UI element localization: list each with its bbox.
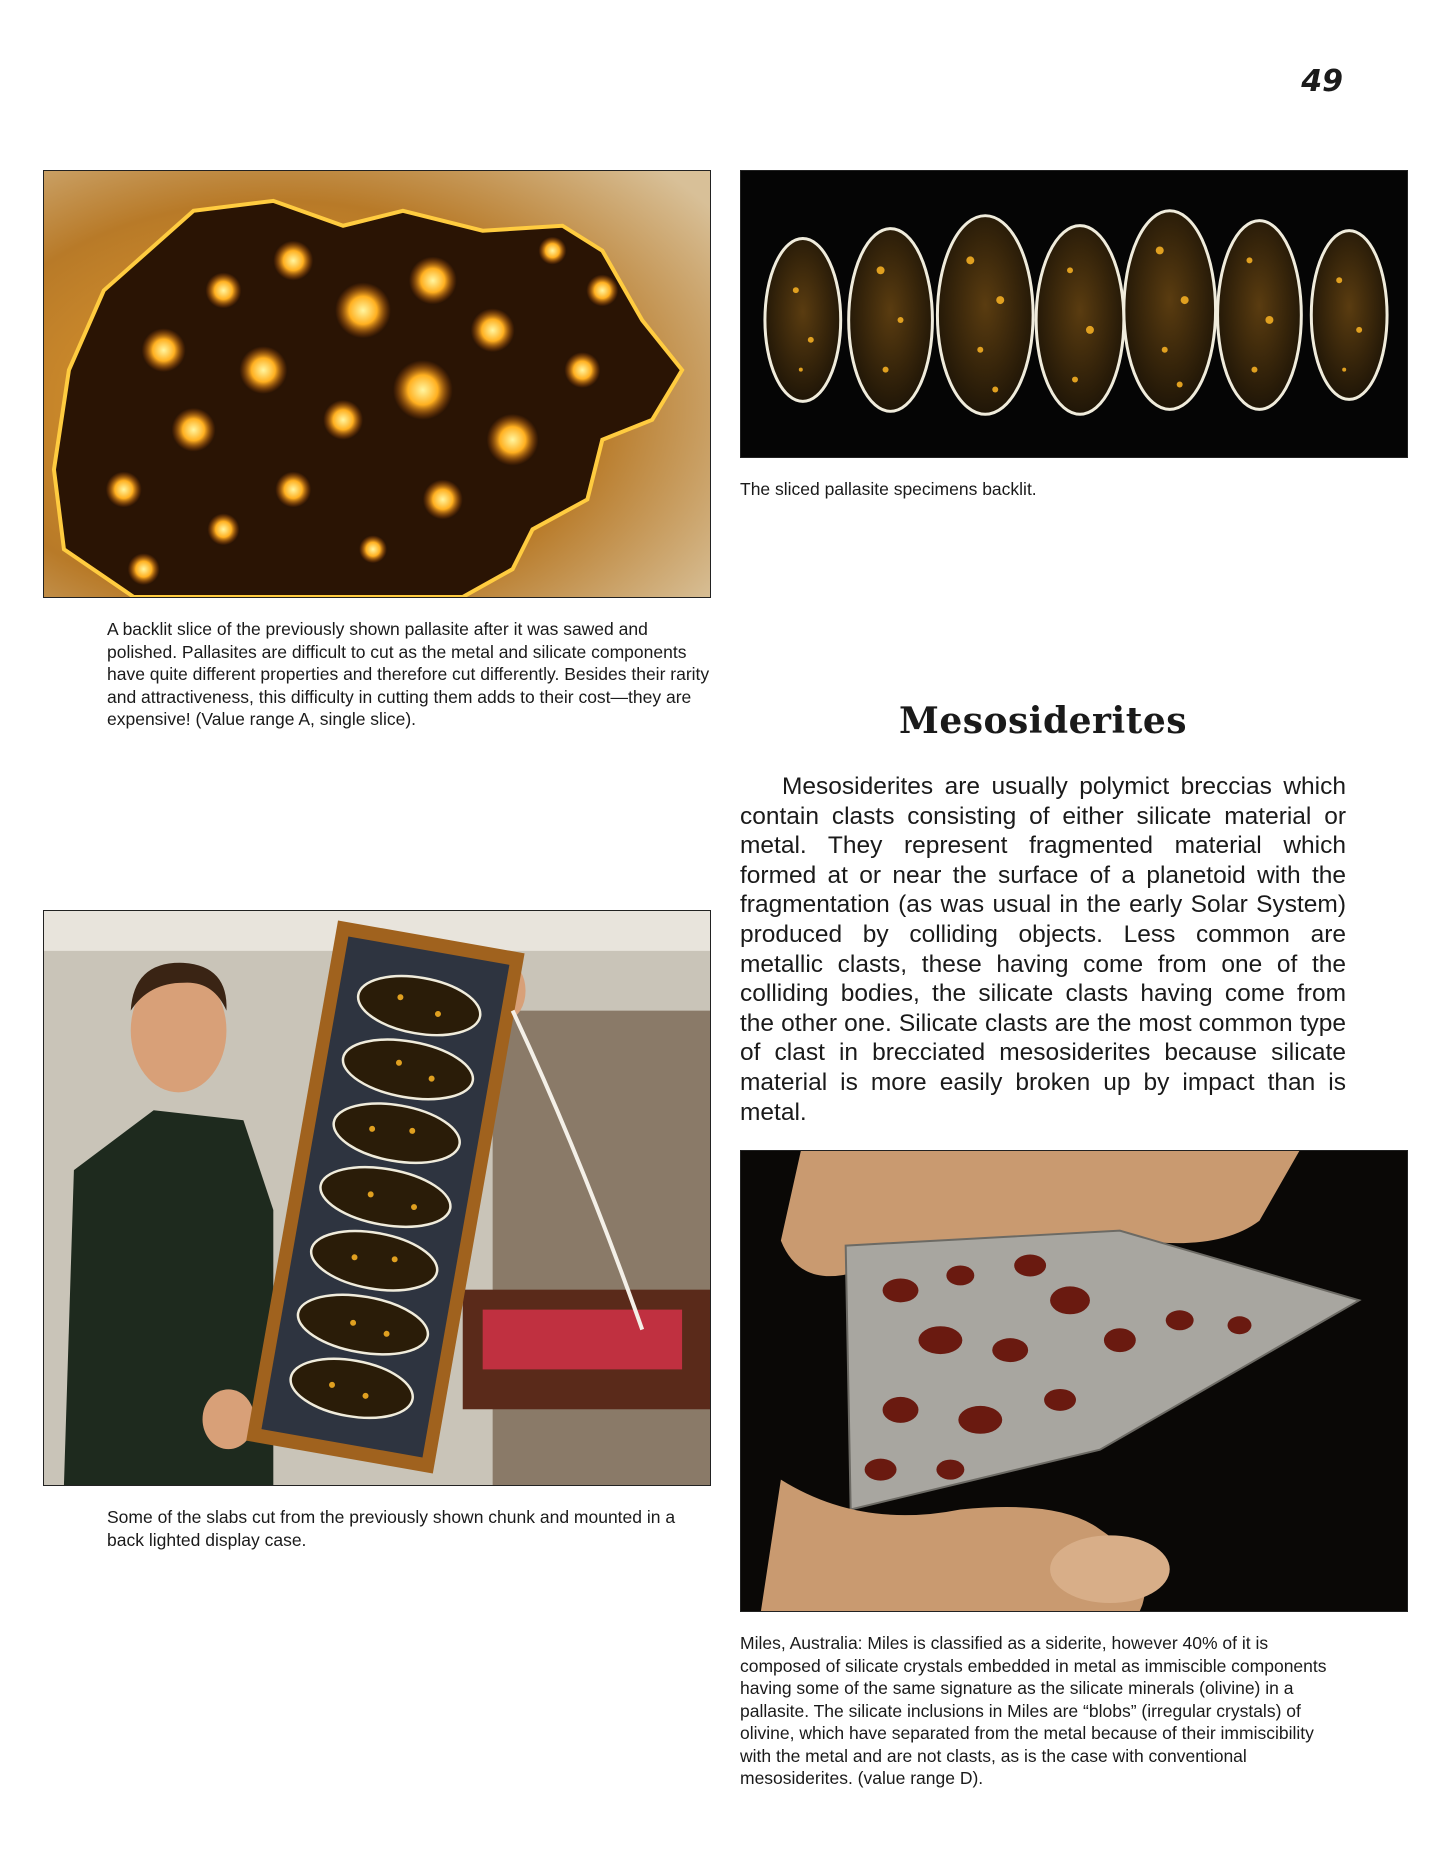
caption-display-case: Some of the slabs cut from the previously shown chunk and mounted in a back lighted display case. [107, 1507, 676, 1550]
photo-display-case [43, 910, 711, 1486]
caption-sliced-specimens: The sliced pallasite specimens backlit. [740, 479, 1037, 499]
photo-sliced-pallasite-specimens [740, 170, 1408, 458]
caption-miles-meteorite: Miles, Australia: Miles is classified as a siderite, however 40% of it is composed of silicate crystals embedded in metal as immiscible components having some of the same signature as the silicate minerals (olivine) in a pallasite. The silicate inclusions in Miles are “blobs” (irregular crystals) of olivine, which have separated from the metal because of their immiscibility with the metal and are not clasts, as is the case with conventional mesosiderites. (value range D). [740, 1633, 1327, 1788]
photo-miles-meteorite [740, 1150, 1408, 1612]
caption-backlit-slice: A backlit slice of the previously shown pallasite after it was sawed and polished. Pallasites are difficult to cut as the metal and silicate components have quite different properties and therefore cut differently. Besides their rarity and attractiveness, this difficulty in cutting them adds to their cost—they are expensive! (Value range A, single slice). [107, 619, 710, 729]
miles-meteorite-image [741, 1151, 1407, 1611]
pallasite-slice-image [44, 171, 710, 597]
pallasite-specimens-image [741, 171, 1407, 457]
section-heading: Mesosiderites [899, 700, 1187, 742]
page-number: 49 [1301, 64, 1343, 99]
section-paragraph: Mesosiderites are usually polymict breccias which contain clasts consisting of either silicate material or metal. They represent fragmented material which formed at or near the surface of a planetoid with the fragmentation (as was usual in the early Solar System) produced by colliding objects. Less common are metallic clasts, these having come from one of the colliding bodies, the silicate clasts having come from the other one. Silicate clasts are the most common type of clast in brecciated mesosiderites because silicate material is more easily broken up by impact than is metal. [740, 773, 1346, 1126]
photo-backlit-pallasite-slice [43, 170, 711, 598]
display-case-image [44, 911, 710, 1485]
